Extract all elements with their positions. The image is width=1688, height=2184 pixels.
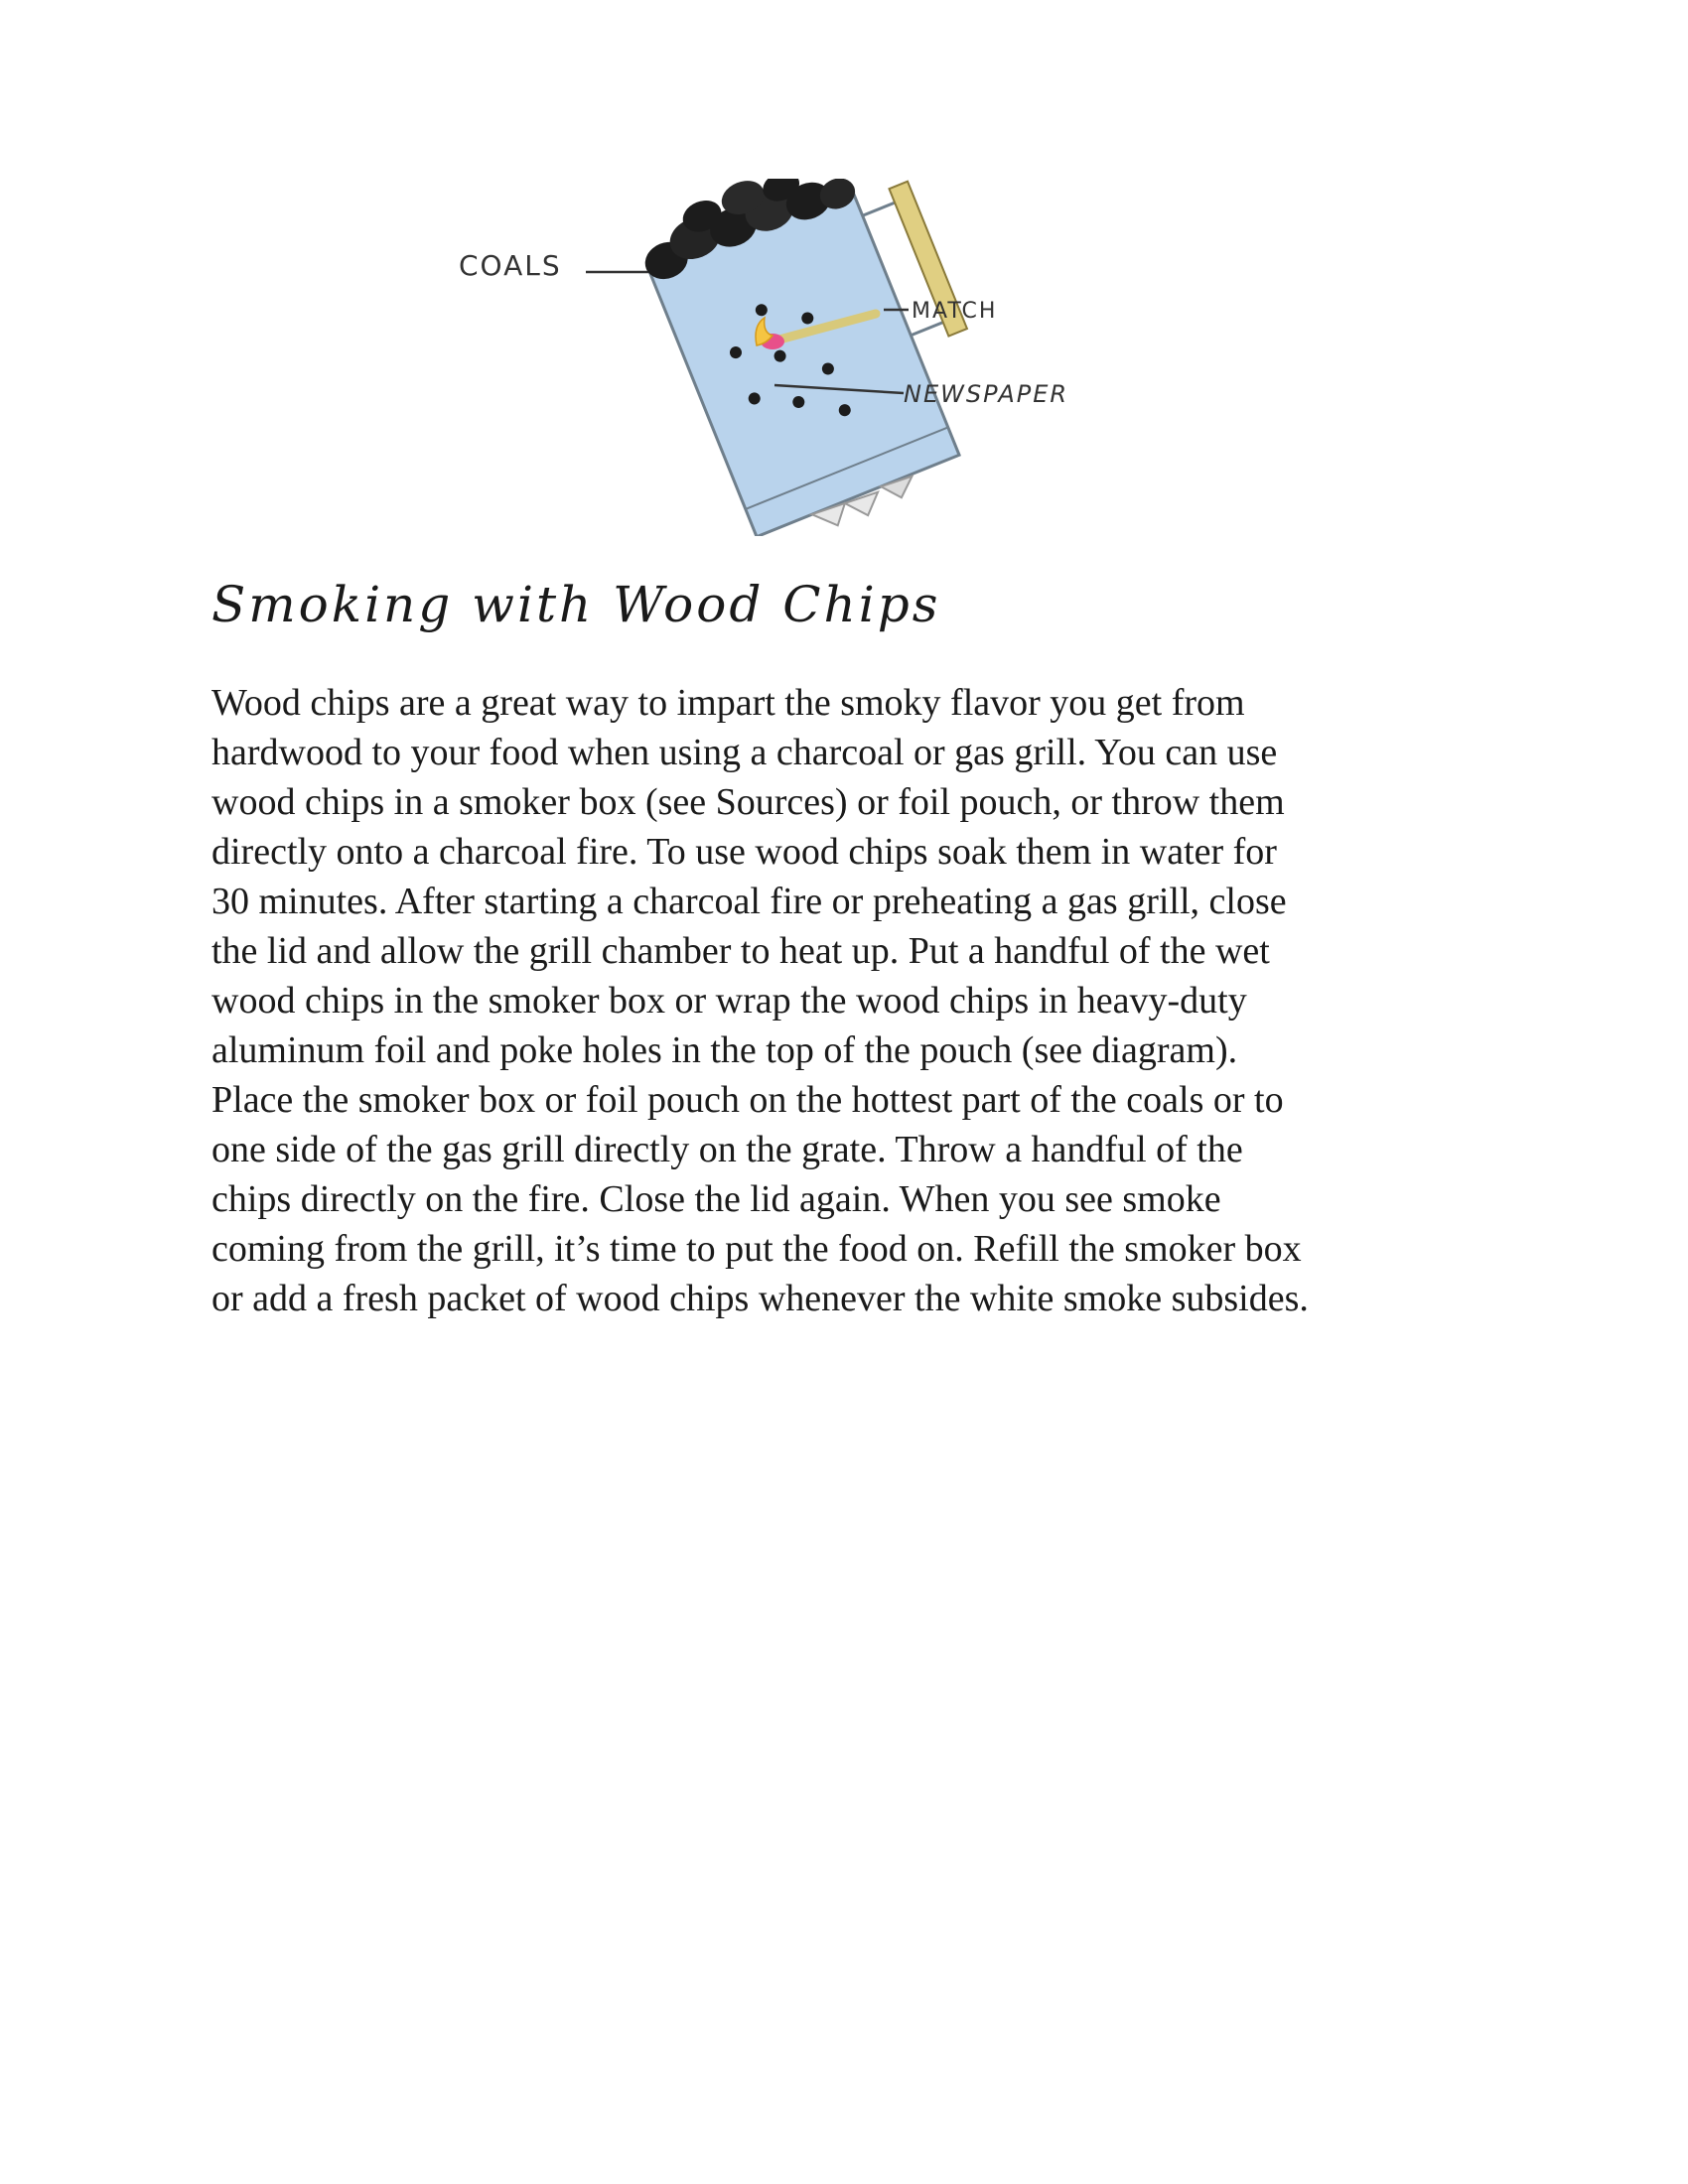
text-line: directly onto a charcoal fire. To use wood chips soak them in water for <box>211 831 1277 873</box>
coals-label: COALS <box>459 249 562 282</box>
text-line: Place the smoker box or foil pouch on the hottest part of the coals or to <box>211 1079 1284 1121</box>
body-paragraph <box>211 678 1502 1323</box>
text-line: wood chips in a smoker box (see Sources) or foil pouch, or throw them <box>211 781 1285 823</box>
text-line: or add a fresh packet of wood chips whenever the white smoke subsides. <box>211 1278 1309 1319</box>
chimney-starter-illustration <box>437 179 1251 536</box>
text-line: aluminum foil and poke holes in the top of the pouch (see diagram). <box>211 1029 1238 1071</box>
text-line: Wood chips are a great way to impart the smoky flavor you get from <box>211 682 1245 724</box>
text-line: one side of the gas grill directly on the grate. Throw a handful of the <box>211 1129 1243 1170</box>
text-line: the lid and allow the grill chamber to heat up. Put a handful of the wet <box>211 930 1270 972</box>
text-line: 30 minutes. After starting a charcoal fire or preheating a gas grill, close <box>211 881 1287 922</box>
chimney <box>630 179 1019 536</box>
text-line: wood chips in the smoker box or wrap the wood chips in heavy-duty <box>211 980 1247 1022</box>
newspaper-label: NEWSPAPER <box>904 380 1069 408</box>
text-line: chips directly on the fire. Close the lid again. When you see smoke <box>211 1178 1221 1220</box>
section-title: Smoking with Wood Chips <box>211 576 941 633</box>
text-line: coming from the grill, it’s time to put the food on. Refill the smoker box <box>211 1228 1302 1270</box>
match-label: MATCH <box>912 299 998 324</box>
text-line: hardwood to your food when using a charcoal or gas grill. You can use <box>211 732 1278 773</box>
